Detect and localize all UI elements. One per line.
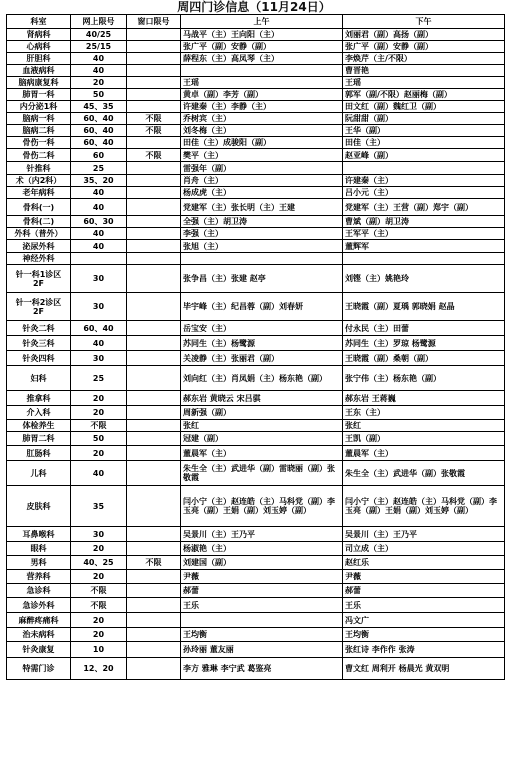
afternoon-cell: 王凯（副） xyxy=(343,432,505,446)
table-row xyxy=(7,125,505,137)
table-row xyxy=(7,351,505,366)
morning-cell xyxy=(181,65,343,77)
window-limit-cell xyxy=(127,527,181,542)
window-limit-cell xyxy=(127,41,181,53)
afternoon-cell: 吕小元（主） xyxy=(343,187,505,199)
morning-cell: 周新强（副） xyxy=(181,406,343,420)
morning-cell xyxy=(181,253,343,265)
morning-cell: 田佳（主）成骏阳（副） xyxy=(181,137,343,149)
online-limit-cell: 40 xyxy=(71,240,127,253)
afternoon-cell: 郝东岩 王蒋巍 xyxy=(343,391,505,406)
window-limit-cell xyxy=(127,53,181,65)
table-row xyxy=(7,29,505,41)
window-limit-cell xyxy=(127,216,181,228)
afternoon-cell: 刘丽君（副）高扬（副） xyxy=(343,29,505,41)
online-limit-cell: 不限 xyxy=(71,420,127,432)
header-same-day: 网上限号 xyxy=(71,15,127,29)
online-limit-cell: 60、40 xyxy=(71,125,127,137)
morning-cell: 刘向红（主）肖凤娟（主）杨东艳（副） xyxy=(181,366,343,391)
online-limit-cell: 40 xyxy=(71,199,127,216)
afternoon-cell: 朱生全（主）武进华（副）张敬霞 xyxy=(343,461,505,486)
dept-cell: 特需门诊 xyxy=(7,658,71,680)
table-row xyxy=(7,613,505,628)
dept-cell: 脑病一科 xyxy=(7,113,71,125)
table-row xyxy=(7,187,505,199)
morning-cell: 张旭（主） xyxy=(181,240,343,253)
morning-cell: 毕宇峰（主）纪昌蓉（副）刘春妍 xyxy=(181,293,343,321)
afternoon-cell: 尹薇 xyxy=(343,570,505,584)
dept-cell: 体检养生 xyxy=(7,420,71,432)
dept-cell: 耳鼻喉科 xyxy=(7,527,71,542)
header-pm: 下午 xyxy=(343,15,505,29)
dept-cell: 营养科 xyxy=(7,570,71,584)
table-row xyxy=(7,216,505,228)
afternoon-cell: 王华（副） xyxy=(343,125,505,137)
morning-cell: 闫小宁（主）赵连皓（主）马科党（副）李玉亮（副）王娟（副）刘玉婷（副） xyxy=(181,486,343,527)
dept-cell: 急诊科 xyxy=(7,584,71,598)
online-limit-cell: 60、30 xyxy=(71,216,127,228)
online-limit-cell: 25 xyxy=(71,366,127,391)
dept-cell: 肝胆科 xyxy=(7,53,71,65)
online-limit-cell: 40/25 xyxy=(71,29,127,41)
table-row xyxy=(7,137,505,149)
page-title: 周四门诊信息（11月24日） xyxy=(177,0,331,14)
window-limit-cell xyxy=(127,406,181,420)
dept-cell: 肾病科 xyxy=(7,29,71,41)
afternoon-cell: 曹晋艳 xyxy=(343,65,505,77)
online-limit-cell: 40 xyxy=(71,461,127,486)
window-limit-cell xyxy=(127,351,181,366)
table-row xyxy=(7,486,505,527)
morning-cell: 董晨军（主） xyxy=(181,446,343,461)
afternoon-cell: 付永民（主）田蕾 xyxy=(343,321,505,336)
online-limit-cell: 25/15 xyxy=(71,41,127,53)
table-row xyxy=(7,162,505,175)
window-limit-cell: 不限 xyxy=(127,125,181,137)
online-limit-cell: 50 xyxy=(71,89,127,101)
online-limit-cell: 45、35 xyxy=(71,101,127,113)
window-limit-cell xyxy=(127,366,181,391)
morning-cell: 杨成虎（主） xyxy=(181,187,343,199)
dept-cell: 儿科 xyxy=(7,461,71,486)
header-am: 上午 xyxy=(181,15,343,29)
dept-cell: 男科 xyxy=(7,556,71,570)
online-limit-cell: 60、40 xyxy=(71,321,127,336)
morning-cell xyxy=(181,613,343,628)
dept-cell: 妇科 xyxy=(7,366,71,391)
table-row xyxy=(7,293,505,321)
morning-cell: 张广平（副）安静（副） xyxy=(181,41,343,53)
table-row xyxy=(7,240,505,253)
dept-cell: 内分泌1科 xyxy=(7,101,71,113)
window-limit-cell xyxy=(127,336,181,351)
table-row xyxy=(7,556,505,570)
table-row xyxy=(7,366,505,391)
table-row xyxy=(7,199,505,216)
table-row xyxy=(7,41,505,53)
morning-cell: 肖舟（主） xyxy=(181,175,343,187)
afternoon-cell: 董辉军 xyxy=(343,240,505,253)
afternoon-cell: 田佳（主） xyxy=(343,137,505,149)
window-limit-cell xyxy=(127,584,181,598)
window-limit-cell xyxy=(127,598,181,613)
table-row xyxy=(7,527,505,542)
dept-cell: 针灸康复 xyxy=(7,642,71,658)
table-row xyxy=(7,461,505,486)
morning-cell: 黄卓（副）李芳（副） xyxy=(181,89,343,101)
dept-cell: 推拿科 xyxy=(7,391,71,406)
afternoon-cell xyxy=(343,253,505,265)
dept-cell: 心病科 xyxy=(7,41,71,53)
afternoon-cell: 王晓霞（副）桑朝（副） xyxy=(343,351,505,366)
window-limit-cell xyxy=(127,228,181,240)
morning-cell: 苏同生（主）杨鹭源 xyxy=(181,336,343,351)
morning-cell: 李方 雅琳 李宁武 葛鉴亮 xyxy=(181,658,343,680)
window-limit-cell xyxy=(127,293,181,321)
afternoon-cell: 王东（主） xyxy=(343,406,505,420)
morning-cell: 王乐 xyxy=(181,598,343,613)
morning-cell: 王均衡 xyxy=(181,628,343,642)
afternoon-cell: 曹文红 周利开 杨晨光 黄双明 xyxy=(343,658,505,680)
online-limit-cell: 25 xyxy=(71,162,127,175)
table-row xyxy=(7,584,505,598)
online-limit-cell: 40 xyxy=(71,65,127,77)
online-limit-cell: 不限 xyxy=(71,584,127,598)
morning-cell: 冠建（副） xyxy=(181,432,343,446)
dept-cell: 血液病科 xyxy=(7,65,71,77)
window-limit-cell xyxy=(127,628,181,642)
dept-cell: 麻醉疼痛科 xyxy=(7,613,71,628)
window-limit-cell xyxy=(127,199,181,216)
dept-cell: 急诊外科 xyxy=(7,598,71,613)
window-limit-cell: 不限 xyxy=(127,556,181,570)
table-row xyxy=(7,89,505,101)
afternoon-cell: 党建军（主）王营（副）郑宇（副） xyxy=(343,199,505,216)
table-row xyxy=(7,175,505,187)
dept-cell: 介入科 xyxy=(7,406,71,420)
online-limit-cell: 20 xyxy=(71,391,127,406)
table-row xyxy=(7,542,505,556)
table-row xyxy=(7,321,505,336)
table-row xyxy=(7,598,505,613)
morning-cell: 薛程东（主）高凤琴（主） xyxy=(181,53,343,65)
online-limit-cell: 50 xyxy=(71,432,127,446)
online-limit-cell: 20 xyxy=(71,628,127,642)
window-limit-cell xyxy=(127,432,181,446)
table-row xyxy=(7,101,505,113)
afternoon-cell: 赵亚峰（副） xyxy=(343,149,505,162)
morning-cell: 樊平（主） xyxy=(181,149,343,162)
dept-cell: 针灸四科 xyxy=(7,351,71,366)
online-limit-cell: 12、20 xyxy=(71,658,127,680)
dept-cell: 神经外科 xyxy=(7,253,71,265)
morning-cell: 张争昌（主）张建 赵亭 xyxy=(181,265,343,293)
morning-cell: 郝东岩 黄晓云 宋吕骐 xyxy=(181,391,343,406)
afternoon-cell: 王晓霞（副）夏瑀 郭晓娟 赵晶 xyxy=(343,293,505,321)
morning-cell: 全强（主）胡卫涛 xyxy=(181,216,343,228)
online-limit-cell: 30 xyxy=(71,527,127,542)
morning-cell: 雷强年（副） xyxy=(181,162,343,175)
morning-cell: 刘建国（副） xyxy=(181,556,343,570)
table-row xyxy=(7,658,505,680)
online-limit-cell: 35 xyxy=(71,486,127,527)
header-window: 窗口限号 xyxy=(127,15,181,29)
morning-cell: 党建军（主）张长明（主）王建 xyxy=(181,199,343,216)
afternoon-cell: 王乐 xyxy=(343,598,505,613)
online-limit-cell: 20 xyxy=(71,570,127,584)
morning-cell: 尹薇 xyxy=(181,570,343,584)
dept-cell: 脑病二科 xyxy=(7,125,71,137)
afternoon-cell: 郭军（副/不限）赵丽梅（副） xyxy=(343,89,505,101)
morning-cell: 李强（主） xyxy=(181,228,343,240)
afternoon-cell: 曹斌（副）胡卫涛 xyxy=(343,216,505,228)
table-row xyxy=(7,77,505,89)
window-limit-cell xyxy=(127,240,181,253)
header-dept: 科室 xyxy=(7,15,71,29)
afternoon-cell: 张红诗 李作作 张涛 xyxy=(343,642,505,658)
online-limit-cell: 40 xyxy=(71,228,127,240)
window-limit-cell xyxy=(127,265,181,293)
dept-cell: 骨科(二) xyxy=(7,216,71,228)
window-limit-cell xyxy=(127,391,181,406)
window-limit-cell xyxy=(127,658,181,680)
afternoon-cell: 吴景川（主）王乃平 xyxy=(343,527,505,542)
dept-cell: 泌尿外科 xyxy=(7,240,71,253)
online-limit-cell xyxy=(71,253,127,265)
window-limit-cell xyxy=(127,77,181,89)
dept-cell: 骨伤一科 xyxy=(7,137,71,149)
online-limit-cell: 20 xyxy=(71,613,127,628)
window-limit-cell xyxy=(127,101,181,113)
window-limit-cell xyxy=(127,642,181,658)
window-limit-cell: 不限 xyxy=(127,113,181,125)
table-row xyxy=(7,406,505,420)
afternoon-cell: 张宁伟（主）杨东艳（副） xyxy=(343,366,505,391)
window-limit-cell xyxy=(127,89,181,101)
dept-cell: 针一科2诊区 2F xyxy=(7,293,71,321)
dept-cell: 眼科 xyxy=(7,542,71,556)
table-row xyxy=(7,446,505,461)
afternoon-cell: 田文红（副）魏红卫（副） xyxy=(343,101,505,113)
window-limit-cell: 不限 xyxy=(127,149,181,162)
window-limit-cell xyxy=(127,65,181,77)
afternoon-cell: 李焕芹（主/不限） xyxy=(343,53,505,65)
morning-cell: 关凌静（主）张丽君（副） xyxy=(181,351,343,366)
online-limit-cell: 60、40 xyxy=(71,113,127,125)
afternoon-cell: 张红 xyxy=(343,420,505,432)
dept-cell: 骨科(一) xyxy=(7,199,71,216)
online-limit-cell: 30 xyxy=(71,351,127,366)
afternoon-cell: 冯文广 xyxy=(343,613,505,628)
table-row xyxy=(7,265,505,293)
window-limit-cell xyxy=(127,29,181,41)
online-limit-cell: 20 xyxy=(71,446,127,461)
window-limit-cell xyxy=(127,420,181,432)
online-limit-cell: 40 xyxy=(71,336,127,351)
morning-cell: 张红 xyxy=(181,420,343,432)
window-limit-cell xyxy=(127,570,181,584)
afternoon-cell: 闫小宁（主）赵连皓（主）马科党（副）李玉亮（副）王娟（副）刘玉婷（副） xyxy=(343,486,505,527)
table-row xyxy=(7,628,505,642)
window-limit-cell xyxy=(127,187,181,199)
dept-cell: 肺胃一科 xyxy=(7,89,71,101)
window-limit-cell xyxy=(127,137,181,149)
header-row xyxy=(7,15,505,29)
table-row xyxy=(7,253,505,265)
dept-cell: 老年病科 xyxy=(7,187,71,199)
morning-cell: 吴景川（主）王乃平 xyxy=(181,527,343,542)
afternoon-cell: 王均衡 xyxy=(343,628,505,642)
table-row xyxy=(7,432,505,446)
dept-cell: 肺胃二科 xyxy=(7,432,71,446)
online-limit-cell: 40、25 xyxy=(71,556,127,570)
dept-cell: 肛肠科 xyxy=(7,446,71,461)
dept-cell: 皮肤科 xyxy=(7,486,71,527)
table-row xyxy=(7,149,505,162)
dept-cell: 脑病康复科 xyxy=(7,77,71,89)
table-row xyxy=(7,391,505,406)
online-limit-cell: 60、40 xyxy=(71,137,127,149)
dept-cell: 针灸二科 xyxy=(7,321,71,336)
morning-cell: 岳宝安（主） xyxy=(181,321,343,336)
window-limit-cell xyxy=(127,461,181,486)
afternoon-cell: 许建秦（主） xyxy=(343,175,505,187)
dept-cell: 针推科 xyxy=(7,162,71,175)
online-limit-cell: 20 xyxy=(71,542,127,556)
table-row xyxy=(7,228,505,240)
window-limit-cell xyxy=(127,162,181,175)
afternoon-cell: 张广平（副）安静（副） xyxy=(343,41,505,53)
online-limit-cell: 10 xyxy=(71,642,127,658)
window-limit-cell xyxy=(127,446,181,461)
dept-cell: 治未病科 xyxy=(7,628,71,642)
table-row xyxy=(7,113,505,125)
window-limit-cell xyxy=(127,175,181,187)
window-limit-cell xyxy=(127,486,181,527)
dept-cell: 针一科1诊区 2F xyxy=(7,265,71,293)
dept-cell: 术（内2科） xyxy=(7,175,71,187)
afternoon-cell: 司立成（主） xyxy=(343,542,505,556)
table-row xyxy=(7,420,505,432)
online-limit-cell: 35、20 xyxy=(71,175,127,187)
morning-cell: 郝蕾 xyxy=(181,584,343,598)
morning-cell: 乔树宾（主） xyxy=(181,113,343,125)
morning-cell: 马战平（主）王向阳（主） xyxy=(181,29,343,41)
table-row xyxy=(7,336,505,351)
window-limit-cell xyxy=(127,613,181,628)
morning-cell: 许建秦（主）李静（主） xyxy=(181,101,343,113)
afternoon-cell: 刘铿（主）姚艳玲 xyxy=(343,265,505,293)
dept-cell: 针灸三科 xyxy=(7,336,71,351)
afternoon-cell: 阮甜甜（副） xyxy=(343,113,505,125)
afternoon-cell: 郝蕾 xyxy=(343,584,505,598)
online-limit-cell: 40 xyxy=(71,53,127,65)
afternoon-cell xyxy=(343,162,505,175)
afternoon-cell: 王军平（主） xyxy=(343,228,505,240)
afternoon-cell: 董晨军（主） xyxy=(343,446,505,461)
morning-cell: 孙玲丽 董友丽 xyxy=(181,642,343,658)
online-limit-cell: 30 xyxy=(71,265,127,293)
window-limit-cell xyxy=(127,542,181,556)
table-row xyxy=(7,65,505,77)
dept-cell: 外科（普外） xyxy=(7,228,71,240)
table-row xyxy=(7,53,505,65)
schedule-table xyxy=(6,14,505,680)
morning-cell: 杨淑艳（主） xyxy=(181,542,343,556)
online-limit-cell: 20 xyxy=(71,406,127,420)
window-limit-cell xyxy=(127,321,181,336)
online-limit-cell: 30 xyxy=(71,293,127,321)
window-limit-cell xyxy=(127,253,181,265)
online-limit-cell: 20 xyxy=(71,77,127,89)
morning-cell: 朱生全（主）武进华（副）雷晓丽（副）张敬霞 xyxy=(181,461,343,486)
morning-cell: 王瑶 xyxy=(181,77,343,89)
online-limit-cell: 40 xyxy=(71,187,127,199)
afternoon-cell: 赵红乐 xyxy=(343,556,505,570)
table-row xyxy=(7,570,505,584)
table-row xyxy=(7,642,505,658)
afternoon-cell: 苏同生（主）罗琼 杨鹭源 xyxy=(343,336,505,351)
afternoon-cell: 王瑶 xyxy=(343,77,505,89)
morning-cell: 刘冬梅（主） xyxy=(181,125,343,137)
online-limit-cell: 不限 xyxy=(71,598,127,613)
dept-cell: 骨伤二科 xyxy=(7,149,71,162)
online-limit-cell: 60 xyxy=(71,149,127,162)
